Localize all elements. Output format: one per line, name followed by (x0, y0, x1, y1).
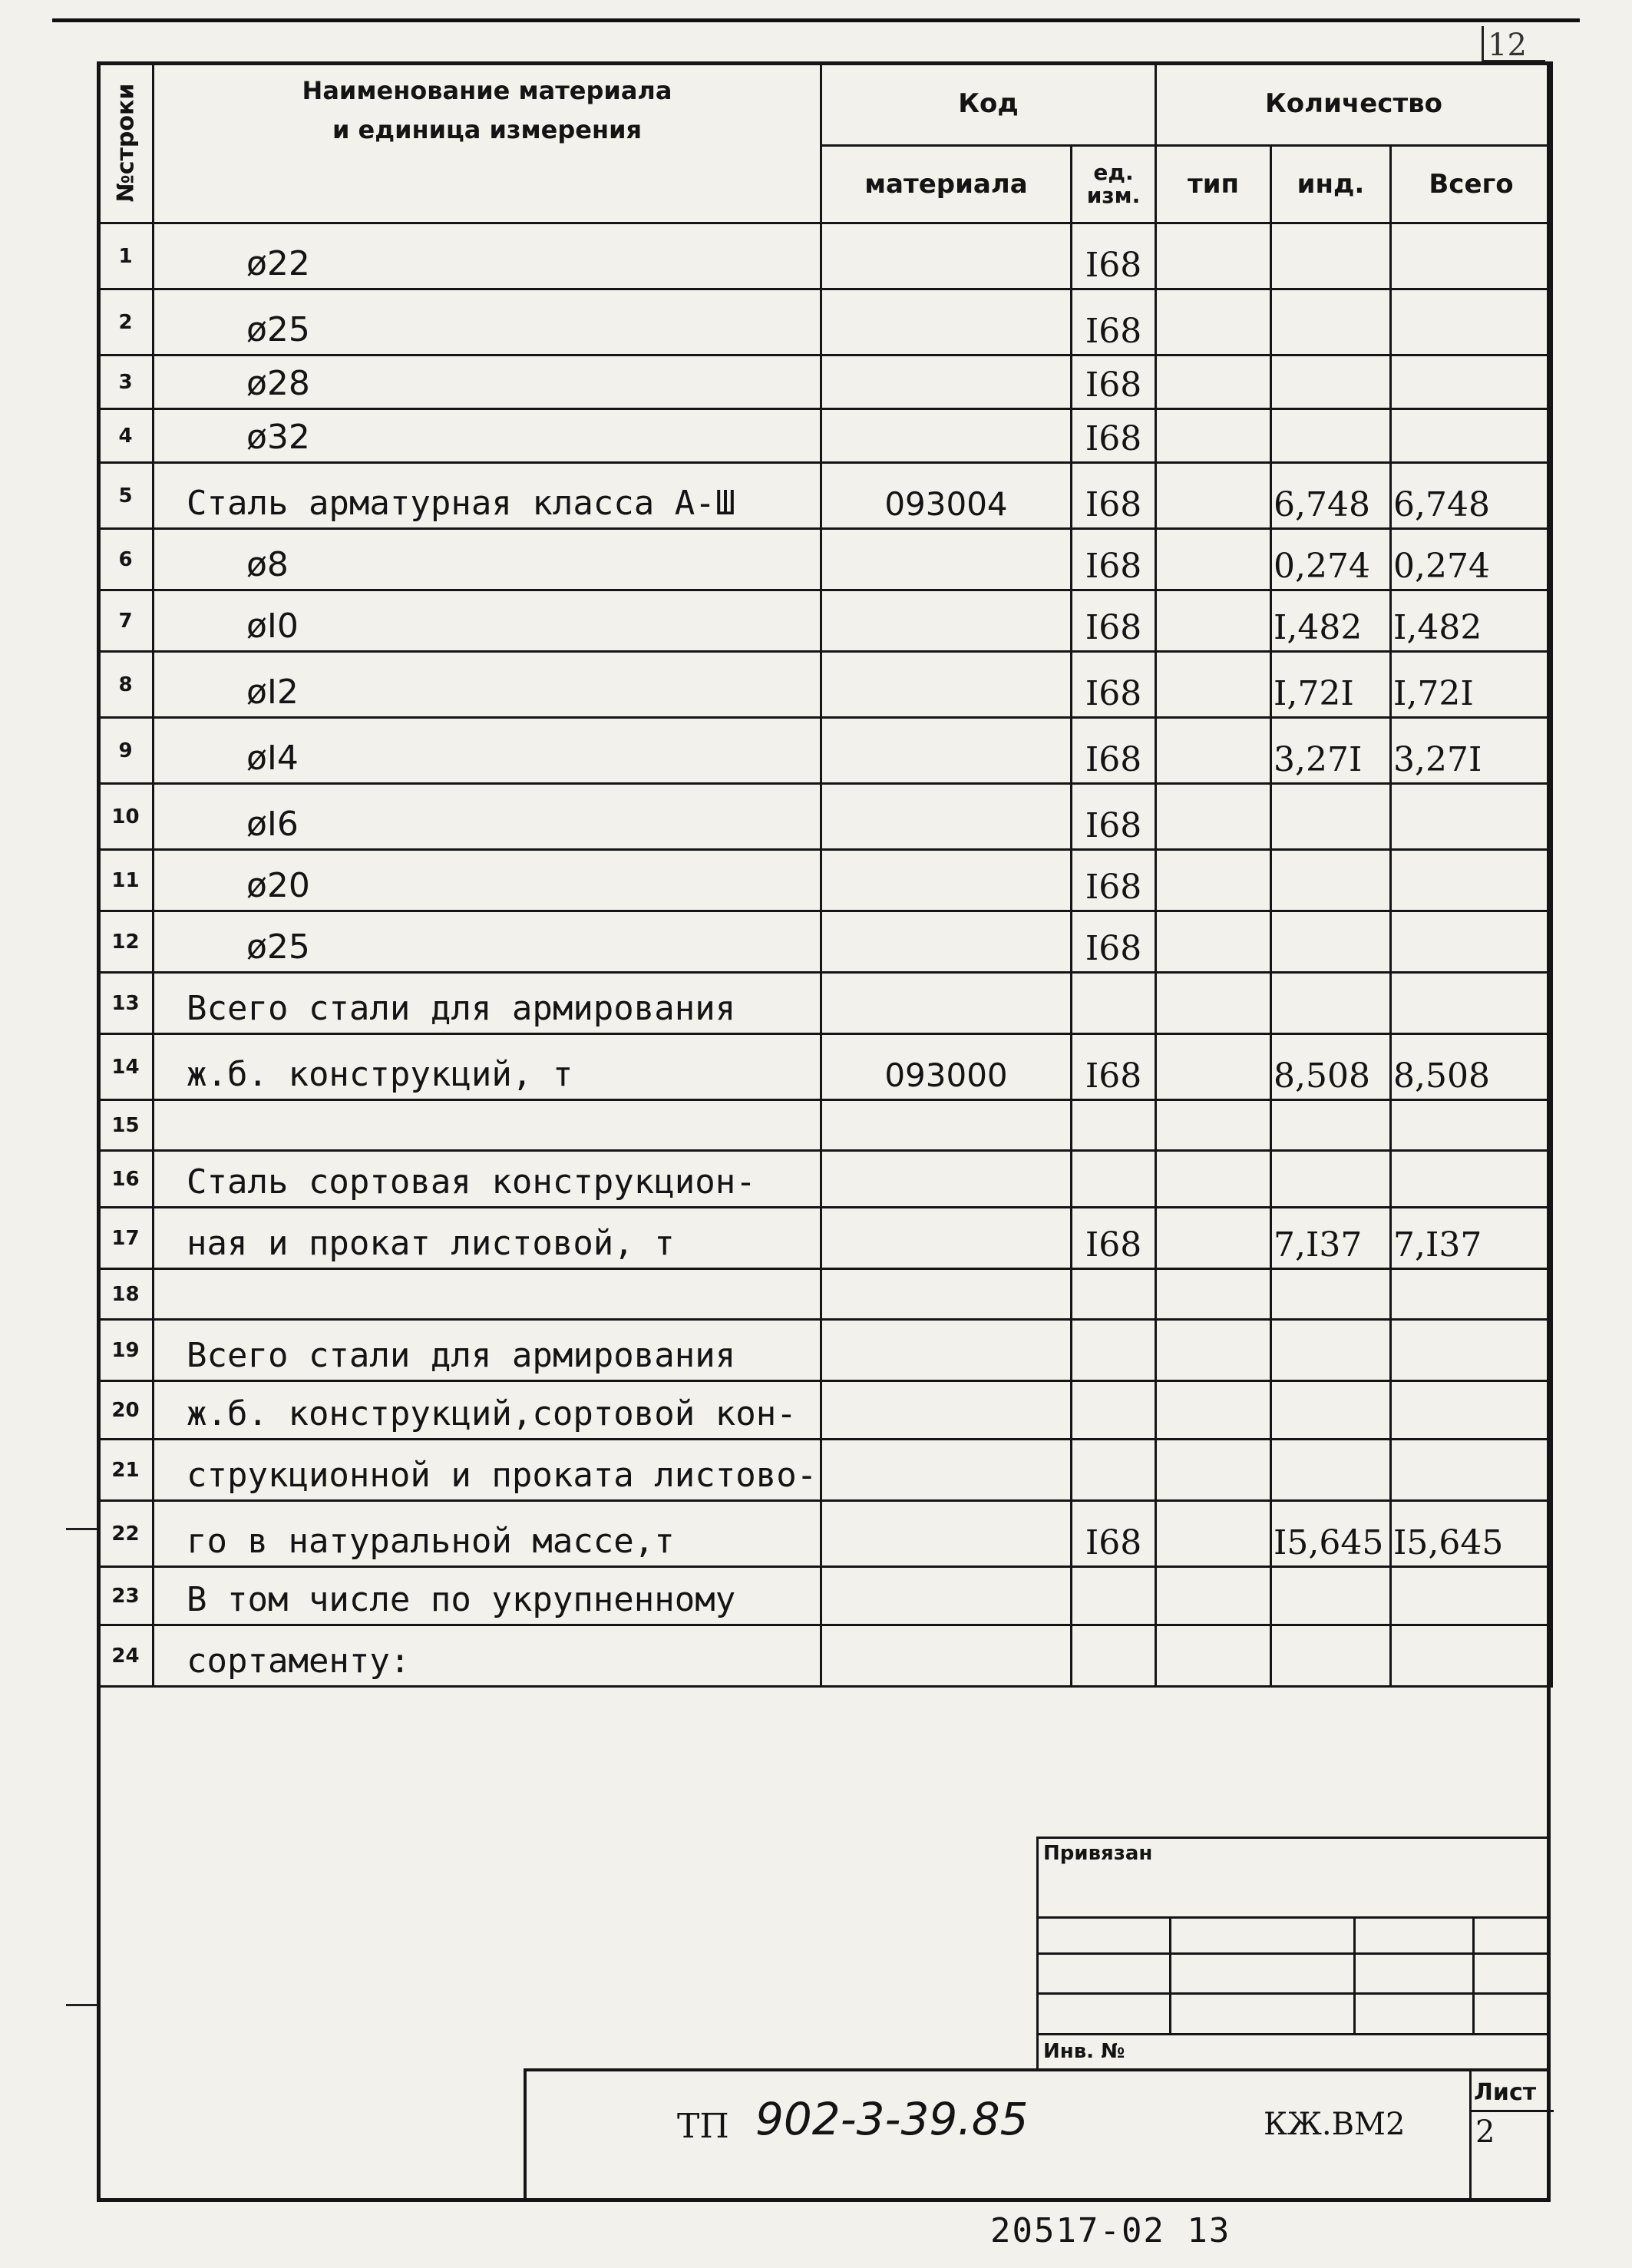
unit-code-cell: I68 (1072, 409, 1156, 463)
row-number-cell: 1 (98, 223, 154, 289)
material-name-cell: ø25 (154, 289, 821, 355)
unit-code-cell: I68 (1072, 463, 1156, 529)
material-code-cell (821, 1269, 1072, 1320)
stamp-main-box (524, 2068, 1551, 2202)
unit-code-cell: I68 (1072, 289, 1156, 355)
qty-type-cell (1156, 850, 1271, 911)
unit-code-cell: I68 (1072, 850, 1156, 911)
table-row (98, 1567, 1552, 1625)
archive-code: 20517-02 13 (990, 2211, 1231, 2250)
qty-type-cell (1156, 1501, 1271, 1567)
unit-code-cell: I68 (1072, 784, 1156, 850)
unit-code-cell (1072, 1381, 1156, 1440)
table-row (98, 463, 1552, 529)
unit-code-cell (1072, 1320, 1156, 1381)
row-number-header: №строки (98, 63, 154, 223)
qty-total-cell: 6,748 (1391, 463, 1552, 529)
linked-label: Привязан (1043, 1842, 1153, 1865)
qty-ind-cell (1271, 911, 1391, 973)
material-name-cell: ж.б. конструкций,сортовой кон- (154, 1381, 821, 1440)
material-name-cell: ø8 (154, 529, 821, 590)
material-name-cell: øI2 (154, 652, 821, 718)
material-code-cell (821, 784, 1072, 850)
unit-code-cell (1072, 1440, 1156, 1501)
qty-ind-cell (1271, 1269, 1391, 1320)
table-row (98, 590, 1552, 652)
table-row (98, 223, 1552, 289)
unit-code-cell: I68 (1072, 652, 1156, 718)
row-number-cell: 22 (98, 1501, 154, 1567)
row-number-cell: 3 (98, 355, 154, 409)
row-number-cell: 8 (98, 652, 154, 718)
qty-total-header: Всего (1391, 145, 1552, 223)
material-name-cell: ж.б. конструкций, т (154, 1034, 821, 1100)
qty-total-cell (1391, 1567, 1552, 1625)
row-number-cell: 16 (98, 1151, 154, 1208)
table-row (98, 1440, 1552, 1501)
qty-ind-cell (1271, 1381, 1391, 1440)
material-name-cell: Всего стали для армирования (154, 973, 821, 1034)
material-name-cell: Сталь арматурная класса А-Ш (154, 463, 821, 529)
row-number-cell: 5 (98, 463, 154, 529)
table-row (98, 1625, 1552, 1687)
project-number: 902-3-39.85 (755, 2093, 1029, 2145)
qty-total-cell (1391, 784, 1552, 850)
top-rule (52, 18, 1580, 22)
table-row (98, 1269, 1552, 1320)
corner-sheet-number: 12 (1488, 28, 1527, 63)
qty-ind-cell (1271, 784, 1391, 850)
qty-type-cell (1156, 652, 1271, 718)
material-code-cell (821, 409, 1072, 463)
sheet-number: 2 (1475, 2114, 1495, 2150)
table-row (98, 1208, 1552, 1269)
qty-ind-cell (1271, 355, 1391, 409)
qty-type-cell (1156, 223, 1271, 289)
quantity-group-header: Количество (1156, 63, 1552, 146)
material-name-cell: ø28 (154, 355, 821, 409)
unit-code-cell: I68 (1072, 911, 1156, 973)
qty-total-cell (1391, 1151, 1552, 1208)
material-name-cell: Сталь сортовая конструкцион- (154, 1151, 821, 1208)
table-row (98, 652, 1552, 718)
row-number-cell: 9 (98, 718, 154, 784)
unit-code-cell (1072, 1151, 1156, 1208)
table-row (98, 1501, 1552, 1567)
material-name-cell (154, 1269, 821, 1320)
material-code-cell (821, 289, 1072, 355)
table-row (98, 289, 1552, 355)
unit-code-cell: I68 (1072, 223, 1156, 289)
qty-ind-cell: 0,274 (1271, 529, 1391, 590)
inventory-box (1036, 2033, 1551, 2070)
margin-tick (66, 2004, 97, 2006)
linked-box (1036, 1837, 1551, 1918)
row-number-cell: 13 (98, 973, 154, 1034)
material-name-cell: Всего стали для армирования (154, 1320, 821, 1381)
qty-type-cell (1156, 1320, 1271, 1381)
material-name-cell: ная и прокат листовой, т (154, 1208, 821, 1269)
material-code-cell (821, 1501, 1072, 1567)
qty-ind-cell (1271, 1320, 1391, 1381)
qty-ind-cell: 8,508 (1271, 1034, 1391, 1100)
row-number-cell: 17 (98, 1208, 154, 1269)
material-code-cell (821, 973, 1072, 1034)
table-row (98, 1151, 1552, 1208)
qty-ind-cell (1271, 289, 1391, 355)
material-code-cell: 093000 (821, 1034, 1072, 1100)
qty-type-cell (1156, 590, 1271, 652)
qty-ind-header: инд. (1271, 145, 1391, 223)
material-code-cell (821, 911, 1072, 973)
qty-ind-cell: 6,748 (1271, 463, 1391, 529)
unit-code-cell: I68 (1072, 1208, 1156, 1269)
material-code-cell (821, 1100, 1072, 1151)
material-code-cell (821, 652, 1072, 718)
unit-code-cell: I68 (1072, 590, 1156, 652)
qty-type-cell (1156, 1034, 1271, 1100)
material-code-cell (821, 718, 1072, 784)
unit-code-cell: I68 (1072, 355, 1156, 409)
material-code-cell (821, 1151, 1072, 1208)
row-number-cell: 7 (98, 590, 154, 652)
material-name-cell: ø22 (154, 223, 821, 289)
table-row (98, 1100, 1552, 1151)
row-number-cell: 20 (98, 1381, 154, 1440)
material-code-cell (821, 1625, 1072, 1687)
unit-code-cell (1072, 1567, 1156, 1625)
qty-ind-cell (1271, 1625, 1391, 1687)
code-material-header: материала (821, 145, 1072, 223)
qty-total-cell (1391, 1625, 1552, 1687)
row-number-cell: 6 (98, 529, 154, 590)
qty-total-cell (1391, 973, 1552, 1034)
qty-total-cell (1391, 850, 1552, 911)
qty-type-cell (1156, 355, 1271, 409)
code-group-header: Код (821, 63, 1156, 146)
row-number-cell: 2 (98, 289, 154, 355)
qty-type-cell (1156, 973, 1271, 1034)
unit-code-cell (1072, 1269, 1156, 1320)
row-number-cell: 19 (98, 1320, 154, 1381)
qty-type-cell (1156, 1567, 1271, 1625)
qty-ind-cell: 3,27I (1271, 718, 1391, 784)
table-row (98, 409, 1552, 463)
code-unit-header: ед. изм. (1072, 145, 1156, 223)
row-number-cell: 18 (98, 1269, 154, 1320)
material-code-cell (821, 355, 1072, 409)
qty-total-cell (1391, 1100, 1552, 1151)
qty-ind-cell: I,482 (1271, 590, 1391, 652)
material-name-cell: øI6 (154, 784, 821, 850)
qty-ind-cell (1271, 1151, 1391, 1208)
qty-ind-cell (1271, 1567, 1391, 1625)
unit-code-cell: I68 (1072, 529, 1156, 590)
row-number-cell: 21 (98, 1440, 154, 1501)
table-row (98, 718, 1552, 784)
material-name-cell: струкционной и проката листово- (154, 1440, 821, 1501)
document-code: КЖ.ВМ2 (1264, 2107, 1406, 2142)
qty-total-cell: I,482 (1391, 590, 1552, 652)
table-row (98, 355, 1552, 409)
qty-type-cell (1156, 784, 1271, 850)
material-name-cell: ø20 (154, 850, 821, 911)
name-header: Наименование материала и единица измерения (154, 63, 821, 223)
qty-total-cell (1391, 289, 1552, 355)
material-name-cell: В том числе по укрупненному (154, 1567, 821, 1625)
material-code-cell (821, 850, 1072, 911)
qty-total-cell: I5,645 (1391, 1501, 1552, 1567)
qty-total-cell (1391, 911, 1552, 973)
qty-type-cell (1156, 1381, 1271, 1440)
qty-total-cell: I,72I (1391, 652, 1552, 718)
qty-ind-cell (1271, 1100, 1391, 1151)
qty-ind-cell (1271, 409, 1391, 463)
material-name-cell: ø32 (154, 409, 821, 463)
qty-type-cell (1156, 529, 1271, 590)
material-code-cell (821, 590, 1072, 652)
qty-type-cell (1156, 718, 1271, 784)
qty-ind-cell: 7,I37 (1271, 1208, 1391, 1269)
material-name-cell: øI4 (154, 718, 821, 784)
qty-total-cell: 0,274 (1391, 529, 1552, 590)
materials-table (97, 61, 1553, 1688)
material-name-cell (154, 1100, 821, 1151)
qty-ind-cell: I,72I (1271, 652, 1391, 718)
margin-tick (66, 1528, 97, 1530)
unit-code-cell: I68 (1072, 1501, 1156, 1567)
qty-total-cell (1391, 1269, 1552, 1320)
qty-total-cell (1391, 1440, 1552, 1501)
qty-ind-cell (1271, 850, 1391, 911)
material-code-cell (821, 1567, 1072, 1625)
table-row (98, 850, 1552, 911)
project-prefix: ТП (677, 2107, 729, 2146)
qty-type-cell (1156, 289, 1271, 355)
material-name-cell: го в натуральной массе,т (154, 1501, 821, 1567)
table-row (98, 529, 1552, 590)
material-code-cell (821, 529, 1072, 590)
qty-type-cell (1156, 1269, 1271, 1320)
qty-type-cell (1156, 1440, 1271, 1501)
material-code-cell (821, 1208, 1072, 1269)
qty-type-cell (1156, 409, 1271, 463)
qty-total-cell (1391, 355, 1552, 409)
qty-total-cell: 8,508 (1391, 1034, 1552, 1100)
qty-total-cell (1391, 223, 1552, 289)
inventory-label: Инв. № (1043, 2040, 1125, 2063)
row-number-cell: 12 (98, 911, 154, 973)
material-code-cell (821, 1320, 1072, 1381)
qty-total-cell: 3,27I (1391, 718, 1552, 784)
material-code-cell (821, 1381, 1072, 1440)
material-code-cell: 093004 (821, 463, 1072, 529)
sheet-label: Лист (1474, 2079, 1537, 2106)
table-row (98, 1320, 1552, 1381)
qty-type-header: тип (1156, 145, 1271, 223)
qty-ind-cell (1271, 973, 1391, 1034)
row-number-cell: 14 (98, 1034, 154, 1100)
table-row (98, 973, 1552, 1034)
row-number-cell: 11 (98, 850, 154, 911)
material-code-cell (821, 223, 1072, 289)
qty-ind-cell (1271, 223, 1391, 289)
qty-total-cell: 7,I37 (1391, 1208, 1552, 1269)
material-name-cell: øI0 (154, 590, 821, 652)
unit-code-cell: I68 (1072, 1034, 1156, 1100)
material-name-cell: ø25 (154, 911, 821, 973)
qty-type-cell (1156, 1151, 1271, 1208)
material-code-cell (821, 1440, 1072, 1501)
unit-code-cell: I68 (1072, 718, 1156, 784)
qty-total-cell (1391, 1320, 1552, 1381)
qty-type-cell (1156, 1625, 1271, 1687)
row-number-cell: 24 (98, 1625, 154, 1687)
qty-total-cell (1391, 1381, 1552, 1440)
table-row (98, 1381, 1552, 1440)
qty-ind-cell: I5,645 (1271, 1501, 1391, 1567)
table-row (98, 911, 1552, 973)
unit-code-cell (1072, 973, 1156, 1034)
unit-code-cell (1072, 1100, 1156, 1151)
qty-type-cell (1156, 463, 1271, 529)
qty-total-cell (1391, 409, 1552, 463)
revision-grid (1036, 1916, 1551, 2035)
qty-type-cell (1156, 911, 1271, 973)
qty-type-cell (1156, 1100, 1271, 1151)
row-number-cell: 15 (98, 1100, 154, 1151)
material-name-cell: сортаменту: (154, 1625, 821, 1687)
qty-type-cell (1156, 1208, 1271, 1269)
row-number-cell: 10 (98, 784, 154, 850)
row-number-cell: 4 (98, 409, 154, 463)
row-number-cell: 23 (98, 1567, 154, 1625)
table-row (98, 784, 1552, 850)
qty-ind-cell (1271, 1440, 1391, 1501)
unit-code-cell (1072, 1625, 1156, 1687)
table-row (98, 1034, 1552, 1100)
